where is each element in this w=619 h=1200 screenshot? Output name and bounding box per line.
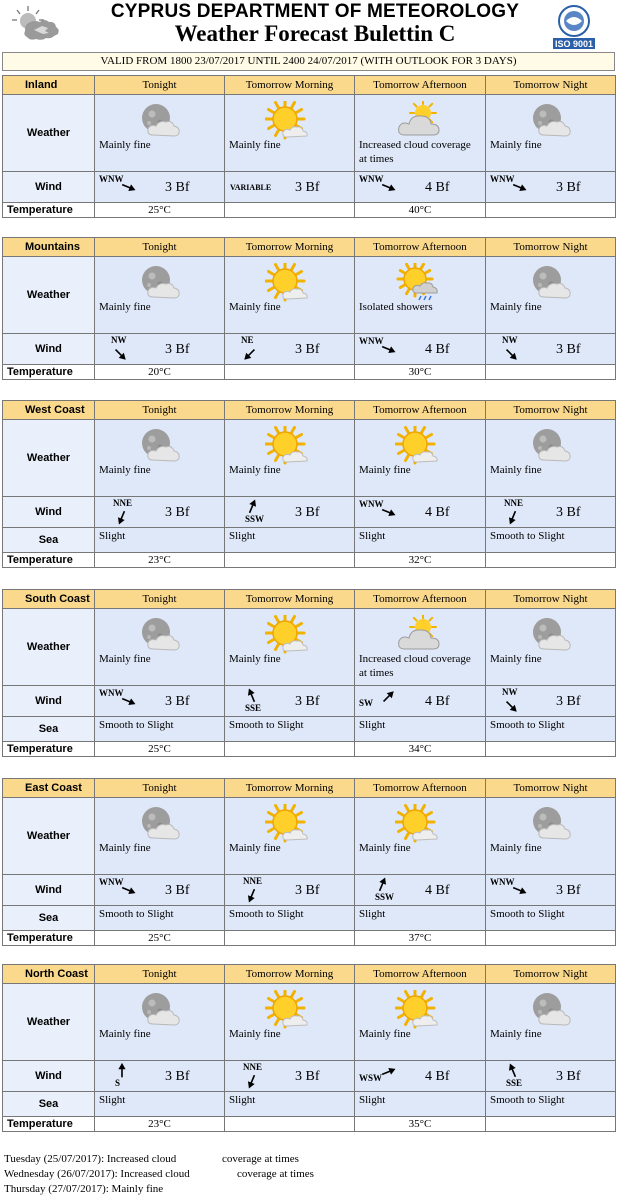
wind-cell: [355, 1061, 486, 1092]
weather-text: Mainly fine: [490, 139, 542, 151]
wind-force: 3 Bf: [556, 180, 581, 195]
sea-state: Smooth to Slight: [486, 528, 616, 553]
wind-arrow-icon: [504, 1062, 522, 1080]
outlook-day: Thursday (27/07/2017): Mainly fine: [4, 1183, 164, 1195]
temperature-day: 34°C: [355, 742, 486, 757]
weather-text: Mainly fine: [490, 1028, 542, 1040]
wind-force: 4 Bf: [425, 505, 450, 520]
wind-force: 4 Bf: [425, 694, 450, 709]
wind-direction: NW: [502, 687, 518, 697]
wind-direction: WNW: [99, 877, 124, 887]
weather-cell: [95, 609, 225, 686]
region-name: Inland: [3, 76, 95, 95]
wind-direction: WNW: [359, 174, 384, 184]
wind-force: 4 Bf: [425, 342, 450, 357]
wind-direction: NNE: [243, 876, 263, 886]
temperature-label: Temperature: [3, 742, 95, 757]
temperature-label: Temperature: [3, 553, 95, 568]
sun-cloud-icon: [265, 426, 311, 466]
sun-cloud-icon: [395, 990, 441, 1030]
weather-cell: [355, 984, 486, 1061]
wind-direction: WNW: [99, 174, 124, 184]
weather-text: Mainly fine: [490, 842, 542, 854]
sun-cloud-icon: [265, 804, 311, 844]
iso-label: ISO 9001: [554, 39, 594, 49]
moon-cloud-icon: [526, 804, 572, 844]
wind-arrow-icon: [379, 340, 397, 358]
region-name: East Coast: [3, 779, 95, 798]
weather-label: Weather: [3, 984, 95, 1061]
temperature-label: Temperature: [3, 203, 95, 218]
weather-label: Weather: [3, 257, 95, 334]
sea-label: Sea: [3, 717, 95, 742]
wind-force: 3 Bf: [556, 883, 581, 898]
wind-arrow-icon: [379, 1063, 397, 1081]
wind-cell: [486, 497, 616, 528]
wind-cell: [95, 686, 225, 717]
weather-text: Mainly fine: [99, 301, 151, 313]
wind-force: 3 Bf: [165, 694, 190, 709]
weather-text: Mainly fine: [99, 139, 151, 151]
wind-force: 3 Bf: [556, 505, 581, 520]
temperature-night: 25°C: [95, 931, 225, 946]
weather-cell: [225, 257, 355, 334]
wind-cell: [95, 334, 225, 365]
wind-arrow-icon: [119, 692, 137, 710]
wind-arrow-icon: [243, 498, 261, 516]
wind-arrow-icon: [119, 178, 137, 196]
weather-text: Mainly fine: [490, 464, 542, 476]
weather-cell: [486, 984, 616, 1061]
sun-cloud-icon: [395, 426, 441, 466]
weather-label: Weather: [3, 420, 95, 497]
weather-cell: [225, 95, 355, 172]
temperature-empty: [486, 931, 616, 946]
moon-cloud-icon: [135, 615, 181, 655]
wind-direction: NNE: [243, 1062, 263, 1072]
temperature-empty: [486, 203, 616, 218]
temperature-label: Temperature: [3, 1117, 95, 1132]
weather-cell: [225, 984, 355, 1061]
wind-direction: NW: [502, 335, 518, 345]
wind-force: 3 Bf: [295, 1069, 320, 1084]
sun-showers-icon: [395, 263, 441, 303]
period-header: Tomorrow Afternoon: [355, 590, 486, 609]
temperature-empty: [225, 1117, 355, 1132]
weather-text: Mainly fine: [229, 301, 281, 313]
wind-force: 3 Bf: [295, 180, 320, 195]
temperature-night: 23°C: [95, 1117, 225, 1132]
wind-force: 3 Bf: [556, 1069, 581, 1084]
outlook-day: Tuesday (25/07/2017): Increased cloud: [4, 1153, 177, 1165]
period-header: Tomorrow Night: [486, 76, 616, 95]
wind-cell: [486, 172, 616, 203]
period-header: Tomorrow Morning: [225, 76, 355, 95]
weather-text: Mainly fine: [359, 842, 411, 854]
weather-cell: [355, 95, 486, 172]
period-header: Tonight: [95, 965, 225, 984]
sea-state: Slight: [225, 1092, 355, 1117]
wind-cell: [486, 334, 616, 365]
cloud-sun-icon: [395, 101, 441, 141]
wind-label: Wind: [3, 686, 95, 717]
wind-force: 4 Bf: [425, 180, 450, 195]
weather-text: Mainly fine: [359, 1028, 411, 1040]
moon-cloud-icon: [526, 263, 572, 303]
weather-cell: [355, 420, 486, 497]
wind-cell: [225, 875, 355, 906]
wind-direction: S: [115, 1078, 121, 1088]
period-header: Tomorrow Night: [486, 965, 616, 984]
wind-cell: [355, 875, 486, 906]
weather-text: Mainly fine: [99, 842, 151, 854]
period-header: Tonight: [95, 238, 225, 257]
wind-cell: [355, 334, 486, 365]
wind-force: 3 Bf: [295, 505, 320, 520]
temperature-label: Temperature: [3, 931, 95, 946]
period-header: Tomorrow Afternoon: [355, 965, 486, 984]
sea-state: Slight: [355, 1092, 486, 1117]
sea-state: Smooth to Slight: [95, 717, 225, 742]
sun-cloud-icon: [265, 263, 311, 303]
wind-label: Wind: [3, 334, 95, 365]
moon-cloud-icon: [135, 426, 181, 466]
iso-certification-logo-icon: [552, 4, 596, 50]
sea-state: Smooth to Slight: [225, 906, 355, 931]
weather-cell: [486, 798, 616, 875]
wind-cell: [95, 497, 225, 528]
page-header: [0, 0, 619, 50]
weather-cell: [95, 420, 225, 497]
weather-text: Mainly fine: [490, 301, 542, 313]
wind-direction: VARIABLE: [230, 183, 272, 192]
wind-force: 4 Bf: [425, 1069, 450, 1084]
sea-state: Slight: [225, 528, 355, 553]
temperature-label: Temperature: [3, 365, 95, 380]
sea-label: Sea: [3, 1092, 95, 1117]
temperature-empty: [225, 203, 355, 218]
region-name: North Coast: [3, 965, 95, 984]
temperature-night: 23°C: [95, 553, 225, 568]
wind-direction: SSW: [245, 514, 265, 524]
weather-text: Mainly fine: [229, 842, 281, 854]
wind-arrow-icon: [119, 881, 137, 899]
temperature-empty: [225, 365, 355, 380]
period-header: Tomorrow Morning: [225, 590, 355, 609]
moon-cloud-icon: [135, 804, 181, 844]
weather-label: Weather: [3, 798, 95, 875]
temperature-day: 32°C: [355, 553, 486, 568]
wind-arrow-icon: [243, 886, 261, 904]
region-section-east-coast: [2, 778, 615, 946]
wind-cell: [95, 875, 225, 906]
moon-cloud-icon: [135, 101, 181, 141]
period-header: Tomorrow Night: [486, 779, 616, 798]
wind-arrow-icon: [111, 345, 129, 363]
weather-cell: [225, 798, 355, 875]
weather-cell: [225, 609, 355, 686]
sea-state: Smooth to Slight: [225, 717, 355, 742]
temperature-night: 25°C: [95, 203, 225, 218]
weather-cell: [95, 984, 225, 1061]
wind-cell: [225, 497, 355, 528]
outlook-detail: coverage at times: [222, 1153, 299, 1165]
wind-arrow-icon: [241, 345, 259, 363]
outlook-line: [4, 1167, 604, 1182]
region-section-south-coast: [2, 589, 615, 757]
wind-direction: SSE: [506, 1078, 523, 1088]
weather-cell: [486, 609, 616, 686]
period-header: Tomorrow Morning: [225, 401, 355, 420]
wind-cell: [225, 686, 355, 717]
region-section-west-coast: [2, 400, 615, 568]
outlook-line: [4, 1152, 604, 1167]
wind-cell: [95, 172, 225, 203]
moon-cloud-icon: [526, 990, 572, 1030]
wind-arrow-icon: [502, 345, 520, 363]
weather-text: Mainly fine: [359, 464, 411, 476]
wind-arrow-icon: [113, 508, 131, 526]
period-header: Tomorrow Afternoon: [355, 238, 486, 257]
wind-force: 3 Bf: [556, 342, 581, 357]
wind-direction: NE: [241, 335, 254, 345]
region-name: Mountains: [3, 238, 95, 257]
region-section-north-coast: [2, 964, 615, 1132]
period-header: Tomorrow Morning: [225, 779, 355, 798]
weather-text: Mainly fine: [490, 653, 542, 665]
temperature-night: 25°C: [95, 742, 225, 757]
department-title: CYPRUS DEPARTMENT OF METEOROLOGY: [110, 1, 520, 22]
period-header: Tomorrow Night: [486, 238, 616, 257]
temperature-empty: [225, 742, 355, 757]
weather-text: Mainly fine: [229, 464, 281, 476]
weather-text: Mainly fine: [229, 139, 281, 151]
wind-arrow-icon: [373, 876, 391, 894]
sea-state: Slight: [355, 528, 486, 553]
weather-label: Weather: [3, 609, 95, 686]
wind-force: 3 Bf: [165, 505, 190, 520]
region-section-mountains: [2, 237, 615, 380]
sea-state: Smooth to Slight: [95, 906, 225, 931]
temperature-day: 37°C: [355, 931, 486, 946]
weather-cell: [486, 95, 616, 172]
weather-cell: [355, 798, 486, 875]
weather-text: Mainly fine: [99, 464, 151, 476]
wind-cell: [486, 686, 616, 717]
temperature-night: 20°C: [95, 365, 225, 380]
moon-cloud-icon: [135, 263, 181, 303]
temperature-empty: [486, 742, 616, 757]
weather-cell: [486, 420, 616, 497]
weather-text: Increased cloud coverage at times: [359, 139, 471, 165]
wind-cell: [486, 1061, 616, 1092]
moon-cloud-icon: [526, 101, 572, 141]
period-header: Tomorrow Afternoon: [355, 76, 486, 95]
wind-arrow-icon: [379, 178, 397, 196]
wind-direction: SSE: [245, 703, 262, 713]
three-day-outlook: [4, 1152, 604, 1197]
weather-text: Mainly fine: [229, 1028, 281, 1040]
sea-label: Sea: [3, 906, 95, 931]
wind-label: Wind: [3, 497, 95, 528]
wind-force: 3 Bf: [295, 342, 320, 357]
weather-text: Increased cloud coverage at times: [359, 653, 471, 679]
wind-direction: SSW: [375, 892, 395, 902]
wind-force: 3 Bf: [165, 180, 190, 195]
sea-state: Smooth to Slight: [486, 906, 616, 931]
period-header: Tomorrow Night: [486, 401, 616, 420]
wind-direction: WNW: [359, 336, 384, 346]
sea-state: Slight: [95, 1092, 225, 1117]
weather-cell: [486, 257, 616, 334]
sea-state: Slight: [355, 906, 486, 931]
wind-cell: [225, 1061, 355, 1092]
sea-label: Sea: [3, 528, 95, 553]
weather-cell: [95, 798, 225, 875]
wind-direction: WNW: [99, 688, 124, 698]
wind-force: 3 Bf: [556, 694, 581, 709]
wind-cell: [355, 497, 486, 528]
sun-cloud-logo-icon: [8, 4, 60, 46]
wind-force: 3 Bf: [165, 883, 190, 898]
wind-label: Wind: [3, 1061, 95, 1092]
sea-state: Slight: [355, 717, 486, 742]
wind-cell: [225, 334, 355, 365]
wind-arrow-icon: [504, 508, 522, 526]
period-header: Tonight: [95, 590, 225, 609]
temperature-day: 30°C: [355, 365, 486, 380]
wind-force: 3 Bf: [165, 1069, 190, 1084]
wind-direction: WSW: [359, 1073, 383, 1083]
temperature-empty: [225, 931, 355, 946]
period-header: Tomorrow Morning: [225, 238, 355, 257]
wind-label: Wind: [3, 172, 95, 203]
period-header: Tomorrow Afternoon: [355, 779, 486, 798]
weather-cell: [355, 257, 486, 334]
outlook-detail: coverage at times: [237, 1168, 314, 1180]
wind-force: 3 Bf: [295, 883, 320, 898]
period-header: Tomorrow Night: [486, 590, 616, 609]
moon-cloud-icon: [135, 990, 181, 1030]
wind-arrow-icon: [510, 178, 528, 196]
sun-cloud-icon: [265, 101, 311, 141]
period-header: Tomorrow Afternoon: [355, 401, 486, 420]
weather-text: Isolated showers: [359, 301, 433, 313]
sea-state: Slight: [95, 528, 225, 553]
weather-cell: [95, 95, 225, 172]
weather-cell: [355, 609, 486, 686]
sun-cloud-icon: [265, 990, 311, 1030]
moon-cloud-icon: [526, 426, 572, 466]
wind-arrow-icon: [379, 688, 397, 706]
region-section-inland: [2, 75, 615, 218]
wind-force: 3 Bf: [295, 694, 320, 709]
period-header: Tonight: [95, 401, 225, 420]
temperature-empty: [225, 553, 355, 568]
outlook-line: [4, 1182, 604, 1197]
weather-text: Mainly fine: [99, 1028, 151, 1040]
bulletin-title: Weather Forecast Bulettin C: [174, 21, 456, 46]
outlook-day: Wednesday (26/07/2017): Increased cloud: [4, 1168, 190, 1180]
cloud-sun-icon: [395, 615, 441, 655]
wind-arrow-icon: [113, 1062, 131, 1080]
wind-cell: [95, 1061, 225, 1092]
temperature-day: 35°C: [355, 1117, 486, 1132]
wind-cell: [225, 172, 355, 203]
weather-text: Mainly fine: [99, 653, 151, 665]
sun-cloud-icon: [265, 615, 311, 655]
wind-cell: [486, 875, 616, 906]
wind-direction: WNW: [490, 174, 515, 184]
wind-direction: WNW: [359, 499, 384, 509]
weather-cell: [225, 420, 355, 497]
wind-force: 4 Bf: [425, 883, 450, 898]
wind-arrow-icon: [243, 1072, 261, 1090]
sun-cloud-icon: [395, 804, 441, 844]
sea-state: Smooth to Slight: [486, 1092, 616, 1117]
wind-direction: NNE: [113, 498, 133, 508]
period-header: Tomorrow Morning: [225, 965, 355, 984]
region-name: South Coast: [3, 590, 95, 609]
wind-direction: WNW: [490, 877, 515, 887]
weather-text: Mainly fine: [229, 653, 281, 665]
wind-force: 3 Bf: [165, 342, 190, 357]
temperature-empty: [486, 1117, 616, 1132]
region-name: West Coast: [3, 401, 95, 420]
wind-direction: SW: [359, 698, 374, 708]
wind-cell: [355, 686, 486, 717]
moon-cloud-icon: [526, 615, 572, 655]
wind-arrow-icon: [502, 697, 520, 715]
temperature-day: 40°C: [355, 203, 486, 218]
wind-arrow-icon: [510, 881, 528, 899]
temperature-empty: [486, 553, 616, 568]
wind-arrow-icon: [379, 503, 397, 521]
wind-direction: NNE: [504, 498, 524, 508]
validity-banner: VALID FROM 1800 23/07/2017 UNTIL 2400 24/07/2017 (WITH OUTLOOK FOR 3 DAYS): [2, 52, 615, 71]
temperature-empty: [486, 365, 616, 380]
period-header: Tonight: [95, 76, 225, 95]
wind-label: Wind: [3, 875, 95, 906]
weather-label: Weather: [3, 95, 95, 172]
sea-state: Smooth to Slight: [486, 717, 616, 742]
wind-cell: [355, 172, 486, 203]
weather-cell: [95, 257, 225, 334]
wind-direction: NW: [111, 335, 127, 345]
wind-arrow-icon: [243, 687, 261, 705]
period-header: Tonight: [95, 779, 225, 798]
